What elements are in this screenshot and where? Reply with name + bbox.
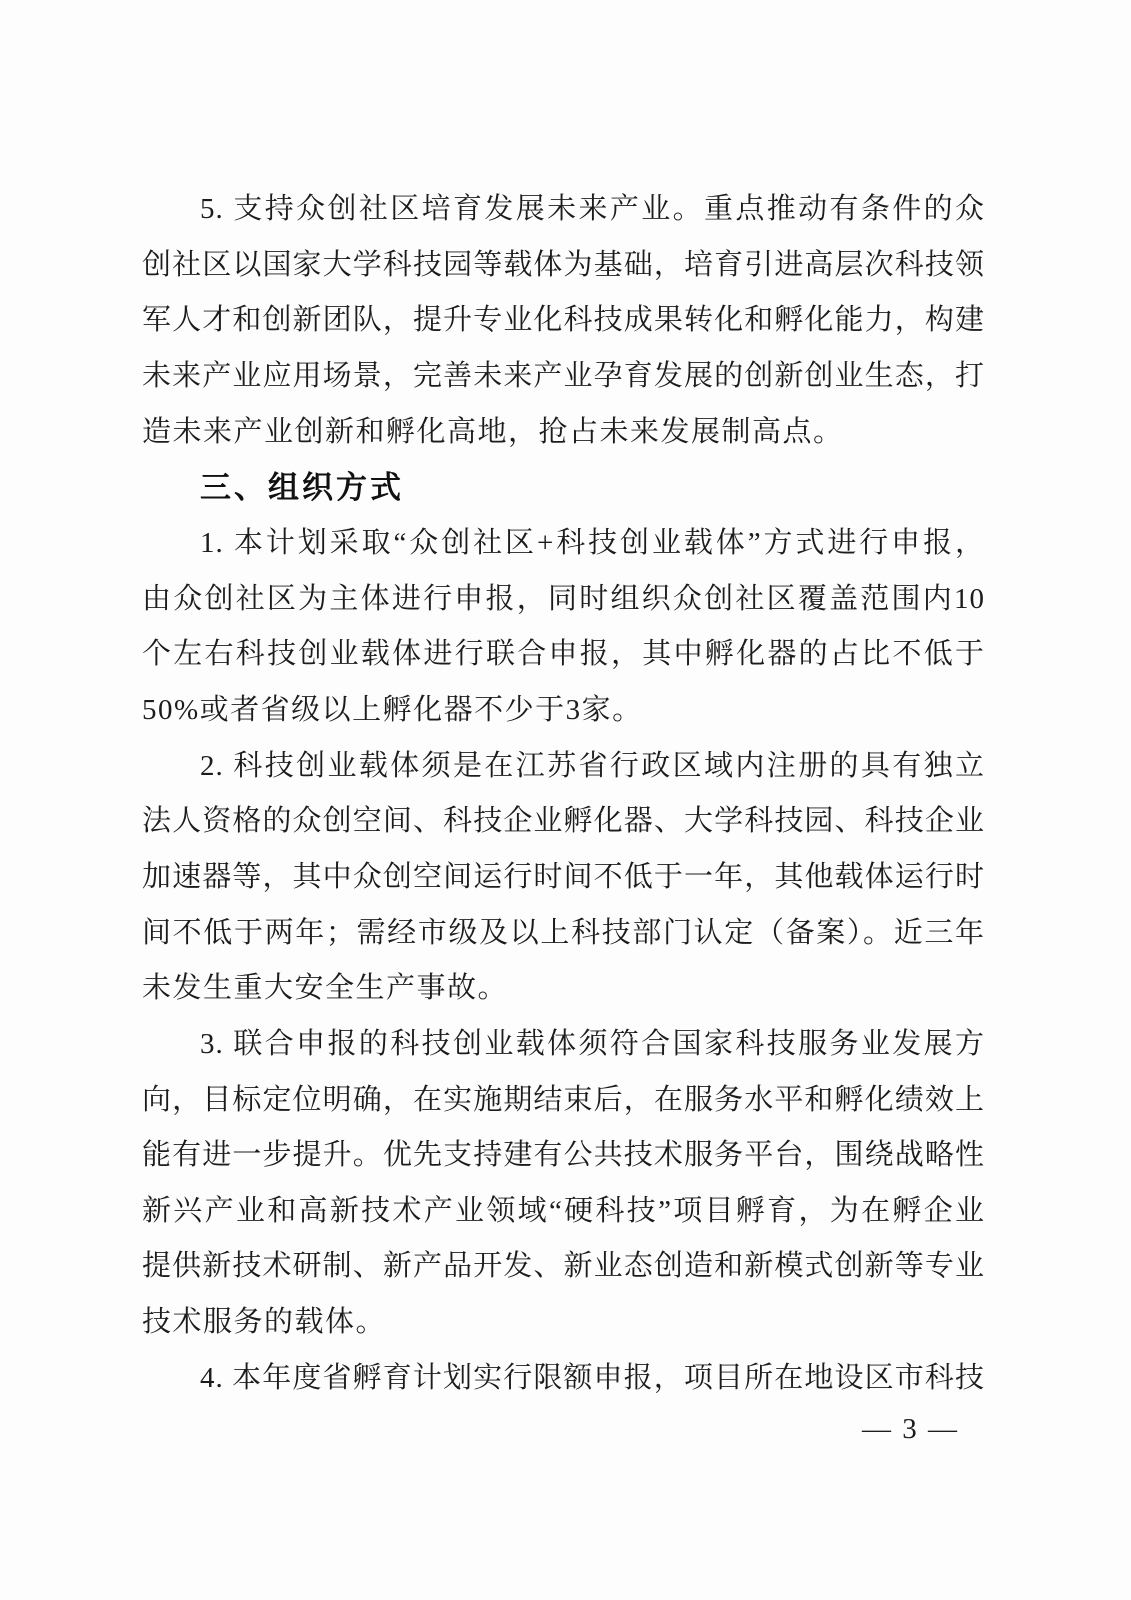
- text-line: 创社区以国家大学科技园等载体为基础，培育引进高层次科技领: [142, 248, 985, 281]
- text-line: 3. 联合申报的科技创业载体须符合国家科技服务业发展方: [200, 1027, 985, 1060]
- text-line: 4. 本年度省孵育计划实行限额申报，项目所在地设区市科技: [200, 1361, 985, 1394]
- text-line: 50%或者省级以上孵化器不少于3家。: [142, 693, 643, 726]
- text-line: 军人才和创新团队，提升专业化科技成果转化和孵化能力，构建: [142, 304, 985, 337]
- text-line: 提供新技术研制、新产品开发、新业态创造和新模式创新等专业: [142, 1250, 985, 1283]
- text-line: 加速器等，其中众创空间运行时间不低于一年，其他载体运行时: [142, 860, 985, 893]
- text-line: 由众创社区为主体进行申报，同时组织众创社区覆盖范围内10: [142, 582, 985, 615]
- paragraph-3: [142, 1025, 985, 1359]
- paragraph-1: [142, 524, 985, 747]
- paragraph-4: [142, 1359, 985, 1415]
- text-line: 5. 支持众创社区培育发展未来产业。重点推动有条件的众: [200, 193, 985, 225]
- document-body: [142, 190, 985, 1414]
- text-line: 未发生重大安全生产事故。: [142, 972, 509, 1005]
- text-line: 能有进一步提升。优先支持建有公共技术服务平台，围绕战略性: [142, 1139, 985, 1172]
- text-line: 未来产业应用场景，完善未来产业孕育发展的创新创业生态，打: [142, 359, 985, 392]
- text-line: 造未来产业创新和孵化高地，抢占未来发展制高点。: [142, 415, 844, 448]
- text-line: 向，目标定位明确，在实施期结束后，在服务水平和孵化绩效上: [142, 1083, 985, 1116]
- text-line: 技术服务的载体。: [142, 1306, 387, 1339]
- page-number: — 3 —: [862, 1413, 959, 1445]
- paragraph-5: [142, 190, 985, 468]
- text-line: 个左右科技创业载体进行联合申报，其中孵化器的占比不低于: [142, 638, 985, 671]
- text-line: 法人资格的众创空间、科技企业孵化器、大学科技园、科技企业: [142, 805, 985, 838]
- text-line: 间不低于两年；需经市级及以上科技部门认定（备案）。近三年: [142, 916, 985, 949]
- text-line: 新兴产业和高新技术产业领域“硬科技”项目孵育，为在孵企业: [142, 1194, 985, 1227]
- text-line: 1. 本计划采取“众创社区+科技创业载体”方式进行申报，: [200, 526, 985, 559]
- section-heading: 三、组织方式: [200, 470, 404, 506]
- paragraph-2: [142, 747, 985, 1025]
- text-line: 2. 科技创业载体须是在江苏省行政区域内注册的具有独立: [200, 749, 985, 782]
